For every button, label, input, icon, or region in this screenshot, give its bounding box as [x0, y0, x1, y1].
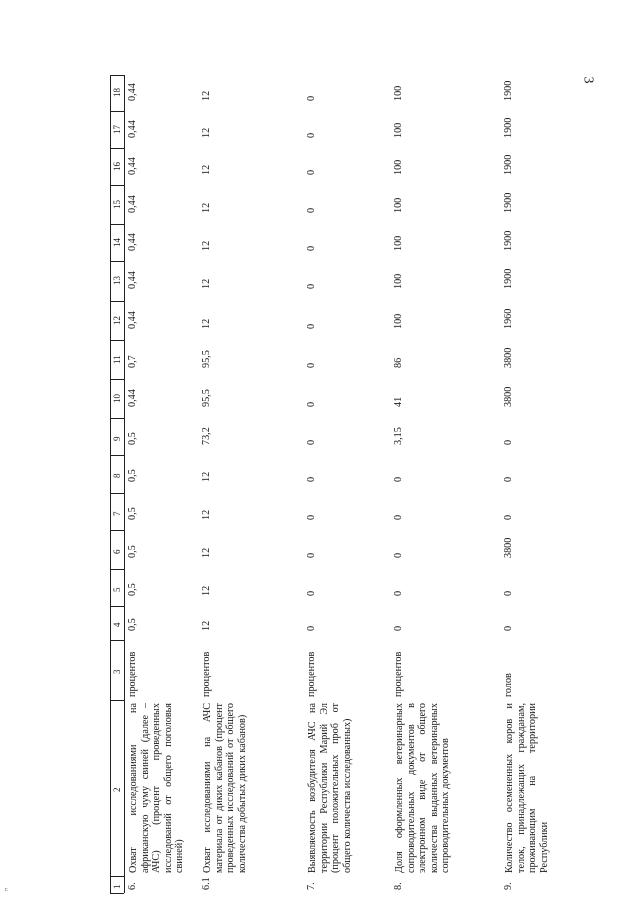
header-column-separator	[110, 111, 124, 112]
page-number: 3	[580, 76, 596, 84]
row-number: 7.	[306, 882, 317, 890]
header-number: 11	[112, 354, 122, 364]
value-cell: 0	[306, 207, 317, 213]
value-cell: 0,44	[127, 388, 138, 407]
value-cell: 0,44	[127, 232, 138, 251]
value-cell: 0	[306, 132, 317, 138]
value-cell: 0,5	[127, 469, 138, 482]
indicator-name: Охват исследованиями на АЧС материала от диких кабанов (процент проведенных исследований от общего количества добытых диких кабанов)	[202, 703, 248, 873]
value-cell: 0	[306, 625, 317, 631]
value-cell: 100	[393, 85, 404, 101]
header-column-separator	[110, 893, 124, 894]
value-cell: 100	[393, 313, 404, 329]
value-cell: 1900	[503, 268, 514, 289]
header-column-separator	[110, 455, 124, 456]
value-cell: 0	[393, 552, 404, 558]
value-cell: 1900	[503, 192, 514, 213]
value-cell: 100	[393, 273, 404, 289]
value-cell: 0	[306, 169, 317, 175]
value-cell: 0,5	[127, 618, 138, 631]
header-number: 5	[112, 587, 122, 592]
row-number: 6.1	[201, 877, 212, 890]
value-cell: 1900	[503, 117, 514, 138]
header-number: 13	[112, 276, 122, 285]
row-number: 6.	[127, 882, 138, 890]
value-cell: 3800	[503, 386, 514, 407]
header-column-separator	[110, 493, 124, 494]
header-column-separator	[110, 224, 124, 225]
header-column-separator	[110, 418, 124, 419]
header-number: 6	[112, 549, 122, 554]
value-cell: 100	[393, 235, 404, 251]
margin-mark: г.	[5, 887, 9, 893]
value-cell: 0	[306, 514, 317, 520]
value-cell: 12	[201, 90, 212, 101]
header-number: 14	[112, 237, 122, 247]
value-cell: 0,5	[127, 582, 138, 596]
value-cell: 3,15	[393, 426, 404, 445]
value-cell: 0	[503, 625, 514, 631]
value-cell: 95,5	[201, 349, 212, 368]
header-column-separator	[110, 640, 124, 641]
header-number: 1	[112, 884, 122, 889]
value-cell: 0	[393, 590, 404, 596]
header-number: 4	[112, 622, 122, 627]
header-column-separator	[110, 606, 124, 607]
value-cell: 12	[201, 202, 212, 213]
value-cell: 0	[503, 590, 514, 596]
value-cell: 0	[393, 476, 404, 482]
value-cell: 12	[201, 547, 212, 558]
value-cell: 0	[306, 245, 317, 251]
header-number: 3	[112, 669, 122, 674]
value-cell: 12	[201, 240, 212, 251]
value-cell: 100	[393, 197, 404, 213]
value-cell: 3800	[503, 537, 514, 558]
value-cell: 1900	[503, 80, 514, 101]
value-cell: 0	[306, 283, 317, 289]
value-cell: 0,44	[127, 271, 138, 289]
unit-of-measure: голов	[503, 673, 514, 697]
header-column-separator	[110, 301, 124, 302]
value-cell: 12	[201, 318, 212, 329]
header-column-separator	[110, 569, 124, 570]
value-cell: 12	[201, 509, 212, 520]
value-cell: 12	[201, 278, 212, 289]
value-cell: 0	[306, 362, 317, 368]
table-border-outer	[110, 75, 111, 893]
value-cell: 1900	[503, 230, 514, 251]
value-cell: 0,44	[127, 310, 138, 329]
value-cell: 1960	[503, 308, 514, 329]
value-cell: 3800	[503, 347, 514, 368]
indicator-name: Выявляемость возбудителя АЧС на территории Республики Марий Эл (процент положительных проб от общего количества исследованных)	[307, 703, 353, 873]
value-cell: 0,44	[127, 119, 138, 138]
indicator-name: Доля оформленных ветеринарных сопроводительных документов в электронном виде от общего количества выданных ветеринарных сопроводительных документов	[394, 703, 452, 873]
header-column-separator	[110, 261, 124, 262]
value-cell: 0	[306, 323, 317, 329]
value-cell: 95,5	[201, 388, 212, 407]
value-cell: 100	[393, 159, 404, 175]
value-cell: 0	[393, 625, 404, 631]
row-number: 8.	[393, 882, 404, 890]
header-number: 2	[112, 787, 122, 792]
value-cell: 12	[201, 164, 212, 175]
value-cell: 12	[201, 127, 212, 138]
value-cell: 0,5	[127, 506, 138, 520]
value-cell: 0	[503, 476, 514, 482]
unit-of-measure: процентов	[127, 651, 138, 697]
header-number: 15	[112, 199, 122, 209]
header-number: 10	[112, 393, 122, 403]
value-cell: 0,7	[127, 354, 138, 368]
header-column-separator	[110, 700, 124, 701]
value-cell: 12	[201, 620, 212, 631]
value-cell: 100	[393, 122, 404, 138]
value-cell: 73,2	[201, 426, 212, 445]
value-cell: 0	[306, 401, 317, 407]
value-cell: 12	[201, 585, 212, 596]
indicator-name: Охват исследованиями на африканскую чуму свиней (далее – АЧС) (процент проведенных исследований от общего поголовья свиней)	[128, 703, 186, 873]
header-number: 9	[112, 436, 122, 441]
value-cell: 0	[306, 476, 317, 482]
value-cell: 86	[393, 357, 404, 368]
indicator-name: Количество осемененных коров и телок, принадлежащих гражданам, проживающим на территории Республики	[504, 703, 550, 873]
value-cell: 1900	[503, 154, 514, 175]
header-column-separator	[110, 185, 124, 186]
header-number: 12	[112, 315, 122, 325]
header-column-separator	[110, 340, 124, 341]
value-cell: 0	[503, 514, 514, 520]
value-cell: 0	[393, 514, 404, 520]
value-cell: 0	[306, 439, 317, 445]
value-cell: 41	[393, 396, 404, 407]
unit-of-measure: процентов	[306, 651, 317, 697]
value-cell: 0	[503, 439, 514, 445]
value-cell: 0,5	[127, 431, 138, 445]
value-cell: 0	[306, 95, 317, 101]
header-column-separator	[110, 75, 124, 76]
value-cell: 0,44	[127, 83, 138, 101]
row-number: 9.	[503, 882, 514, 890]
header-column-separator	[110, 379, 124, 380]
value-cell: 12	[201, 471, 212, 482]
header-number: 17	[112, 124, 122, 134]
value-cell: 0,5	[127, 544, 138, 558]
value-cell: 0	[306, 552, 317, 558]
value-cell: 0,44	[127, 156, 138, 175]
header-number: 16	[112, 161, 122, 171]
header-column-separator	[110, 876, 124, 877]
unit-of-measure: процентов	[201, 651, 212, 697]
header-number: 18	[112, 88, 122, 97]
header-number: 8	[112, 473, 122, 478]
value-cell: 0,44	[127, 194, 138, 213]
header-column-separator	[110, 148, 124, 149]
header-number: 7	[112, 511, 122, 516]
header-column-separator	[110, 530, 124, 531]
unit-of-measure: процентов	[393, 651, 404, 697]
value-cell: 0	[306, 590, 317, 596]
header-row-border	[124, 75, 125, 893]
